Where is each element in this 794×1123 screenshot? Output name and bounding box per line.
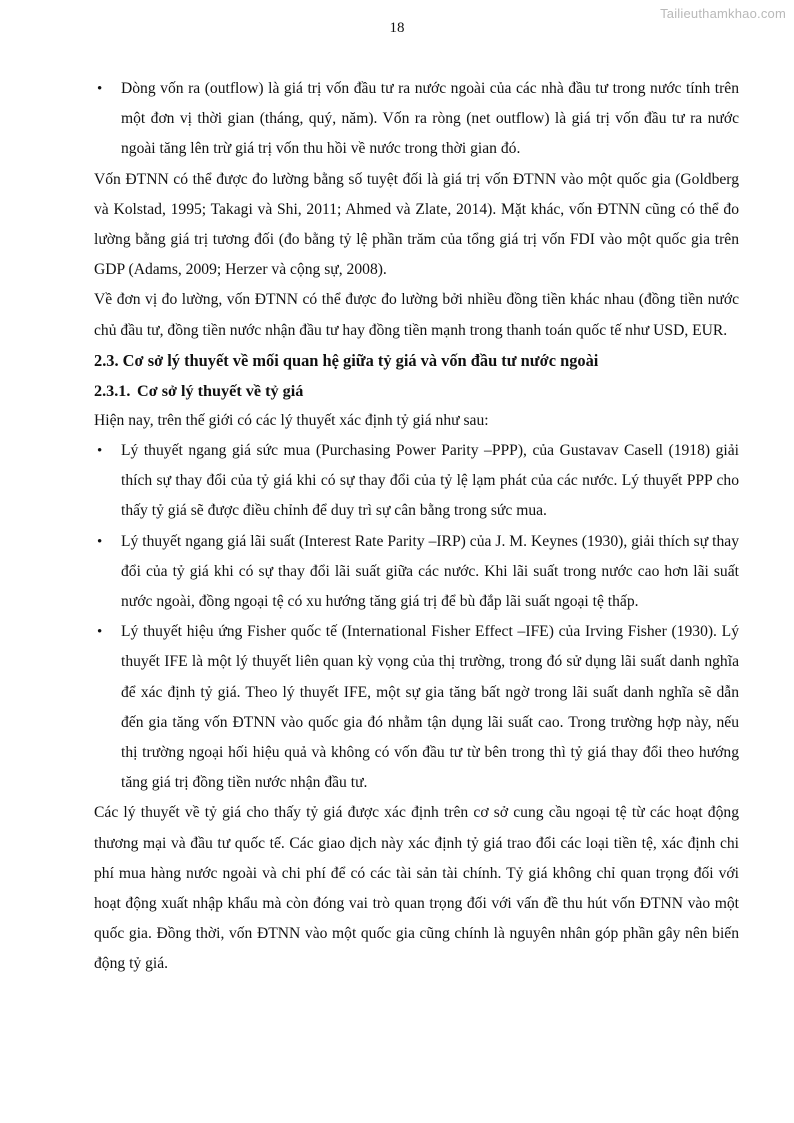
paragraph-intro-theories: Hiện nay, trên thế giới có các lý thuyết xác định tỷ giá như sau: (94, 411, 489, 429)
section-heading-2-3-1 (94, 376, 739, 406)
page-number: 18 (389, 20, 405, 36)
paragraph-measurement-unit: Về đơn vị đo lường, vốn ĐTNN có thể được đo lường bởi nhiều đồng tiền khác nhau (đồng tiền nước chủ đầu tư, đồng tiền nước nhận đầu tư hay đồng tiền mạnh trong thanh toán quốc tế như USD, EUR. (94, 291, 739, 339)
list-item: • Dòng vốn ra (outflow) là giá trị vốn đầu tư ra nước ngoài của các nhà đầu tư trong nước tính trên một đơn vị thời gian (tháng, quý, năm). Vốn ra ròng (net outflow) là giá trị vốn đầu tư ra nước ngoài tăng lên trừ giá trị vốn thu hồi về nước trong thời gian đó. (94, 74, 739, 165)
section-heading-2-3: 2.3. Cơ sở lý thuyết về mối quan hệ giữa tỷ giá và vốn đầu tư nước ngoài (94, 350, 599, 370)
paragraph-conclusion: Các lý thuyết về tỷ giá cho thấy tỷ giá được xác định trên cơ sở cung cầu ngoại tệ từ các hoạt động thương mại và đầu tư quốc tế. Các giao dịch này xác định tỷ giá trao đổi các loại tiền tệ, xác định chi phí mua hàng nước ngoài và chi phí để có các tài sản tài chính. Tỷ giá không chỉ quan trọng đối với hoạt động xuất nhập khẩu mà còn đóng vai trò quan trọng đối với vấn đề thu hút vốn ĐTNN vào một quốc gia. Đồng thời, vốn ĐTNN vào một quốc gia cũng chính là nguyên nhân góp phần gây nên biến động tỷ giá. (94, 804, 739, 973)
list-item-ppp: • Lý thuyết ngang giá sức mua (Purchasing Power Parity –PPP), của Gustavav Casell (1918) giải thích sự thay đổi của tỷ giá khi có sự thay đổi của tỷ lệ lạm phát của các nước. Lý thuyết PPP cho thấy tỷ giá sẽ được điều chỉnh để duy trì sự cân bằng trong sức mua. (94, 436, 739, 527)
bullet-list-outflow (94, 74, 739, 165)
section-number: 2.3.1. (94, 381, 131, 400)
list-item-irp: • Lý thuyết ngang giá lãi suất (Interest Rate Parity –IRP) của J. M. Keynes (1930), giải thích sự thay đổi của tỷ giá khi có sự thay đổi lãi suất giữa các nước. Khi lãi suất trong nước cao hơn lãi suất nước ngoài, đồng ngoại tệ có xu hướng tăng giá trị để bù đắp lãi suất ngoại tệ thấp. (94, 527, 739, 618)
list-item-ife: • Lý thuyết hiệu ứng Fisher quốc tế (International Fisher Effect –IFE) của Irving Fisher (1930). Lý thuyết IFE là một lý thuyết liên quan kỳ vọng của thị trường, trong đó sử dụng lãi suất danh nghĩa để xác định tỷ giá. Theo lý thuyết IFE, một sự gia tăng bất ngờ trong lãi suất danh nghĩa sẽ dẫn đến gia tăng vốn ĐTNN vào quốc gia đó nhằm tận dụng lãi suất cao. Trong trường hợp này, nếu thị trường ngoại hối hiệu quả và không có vốn đầu tư từ bên trong thì tỷ giá thay đổi theo hướng tăng giá trị đồng tiền nước nhận đầu tư. (94, 617, 739, 798)
bullet-list-theories (94, 436, 739, 798)
section-title: Cơ sở lý thuyết về tỷ giá (137, 381, 304, 400)
watermark: Tailieuthamkhao.com (660, 6, 786, 21)
document-body (94, 74, 739, 980)
paragraph-measurement-absolute: Vốn ĐTNN có thể được đo lường bằng số tuyệt đối là giá trị vốn ĐTNN vào một quốc gia (Goldberg và Kolstad, 1995; Takagi và Shi, 2011; Ahmed và Zlate, 2014). Mặt khác, vốn ĐTNN cũng có thể đo lường bằng giá trị tương đối (đo bằng tỷ lệ phần trăm của tổng giá trị vốn FDI vào một quốc gia trên GDP (Adams, 2009; Herzer và cộng sự, 2008). (94, 170, 739, 279)
